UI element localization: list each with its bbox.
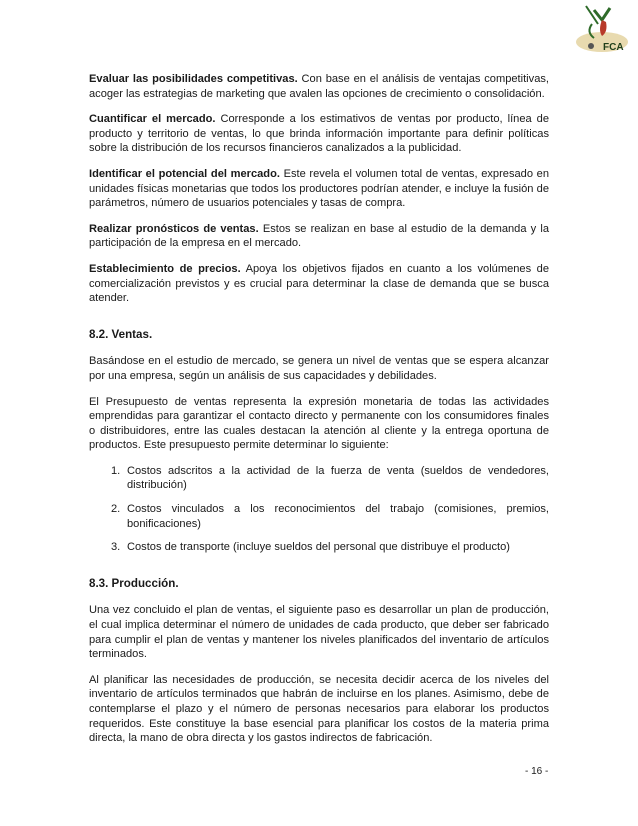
term-title: Cuantificar el mercado. — [89, 113, 216, 126]
section-title-produccion: 8.3. Producción. — [89, 576, 179, 590]
list-text: Costos vinculados a los reconocimientos del trabajo (comisiones, premios, bonificaciones) — [127, 503, 549, 530]
list-number: 3. — [111, 541, 121, 554]
ventas-paragraph-1: Basándose en el estudio de mercado, se genera un nivel de ventas que se espera alcanzar por una empresa, según un análisis de sus capacidades y debilidades. — [89, 355, 549, 382]
paragraph-identificar — [89, 167, 549, 211]
produccion-paragraph-2: Al planificar las necesidades de producción, se necesita decidir acerca de los niveles del inventario de artículos terminados que habrán de incluirse en los planes. Asimismo, debe de contemplarse el plazo y el número de personas necesarios para elaborar los productos requeridos. Este constituye la base esencial para planificar los costos de la materia prima directa, la mano de obra directa y los gastos indirectos de fabricación. — [89, 673, 549, 745]
list-text: Costos adscritos a la actividad de la fuerza de venta (sueldos de vendedores, distribución) — [127, 464, 549, 492]
term-title: Establecimiento de precios. — [89, 262, 241, 275]
term-title: Identificar el potencial del mercado. — [89, 167, 280, 180]
paragraph-evaluar — [89, 72, 549, 101]
list-item — [89, 540, 549, 555]
ventas-paragraph-2: El Presupuesto de ventas representa la expresión monetaria de todas las actividades emprendidas para garantizar el contacto directo y permanente con los consumidores finales o distribuidores, entre las cuales destacan la atención al cliente y la entrega oportuna de productos. Este presupuesto permite determinar lo siguiente: — [89, 395, 549, 452]
term-title: Realizar pronósticos de ventas. — [89, 222, 259, 235]
term-body: Apoya los objetivos fijados en cuanto a los volúmenes de comercialización previstos y es crucial para determinar la clase de demanda que se busca atender. — [89, 262, 550, 305]
list-number: 1. — [111, 464, 121, 477]
list-number: 2. — [111, 503, 121, 516]
costs-list — [89, 464, 549, 555]
paragraph-pronosticos — [89, 222, 549, 251]
term-body: Corresponde a los estimativos de ventas por producto, línea de producto y territorio de ventas, lo que brinda información importante para definir políticas sobre la distribución de los recursos financieros canalizados a la publicidad. — [89, 113, 550, 155]
term-body: Estos se realizan en base al estudio de la demanda y la participación de la empresa en el mercado. — [89, 222, 549, 250]
term-body: Con base en el análisis de ventajas competitivas, acoger las estrategias de marketing que avalen las opciones de crecimiento o consolidación. — [89, 73, 549, 100]
page-number: - 16 - — [525, 766, 549, 777]
faculty-logo — [572, 2, 634, 54]
section-title-ventas: 8.2. Ventas. — [89, 327, 153, 341]
list-text: Costos de transporte (incluye sueldos del personal que distribuye el producto) — [127, 541, 510, 554]
produccion-paragraph-1: Una vez concluido el plan de ventas, el siguiente paso es desarrollar un plan de producción, el cual implica determinar el número de unidades de cada producto, que deber ser fabricado para cumplir el plan de ventas y mantener los niveles planificados del inventario de artículos terminados. — [89, 604, 549, 661]
paragraph-precios — [89, 262, 549, 306]
logo-text: FCA — [603, 42, 624, 53]
list-item — [89, 502, 549, 531]
term-title: Evaluar las posibilidades competitivas. — [89, 73, 298, 85]
term-body: Este revela el volumen total de ventas, expresado en unidades físicas monetarias que todos los productores podrían atender, e incluye la fusión de parámetros, número de usuarios potenciales y tasas de compra. — [89, 167, 549, 210]
list-item — [89, 464, 549, 493]
document-body — [89, 72, 549, 757]
paragraph-cuantificar — [89, 112, 549, 156]
